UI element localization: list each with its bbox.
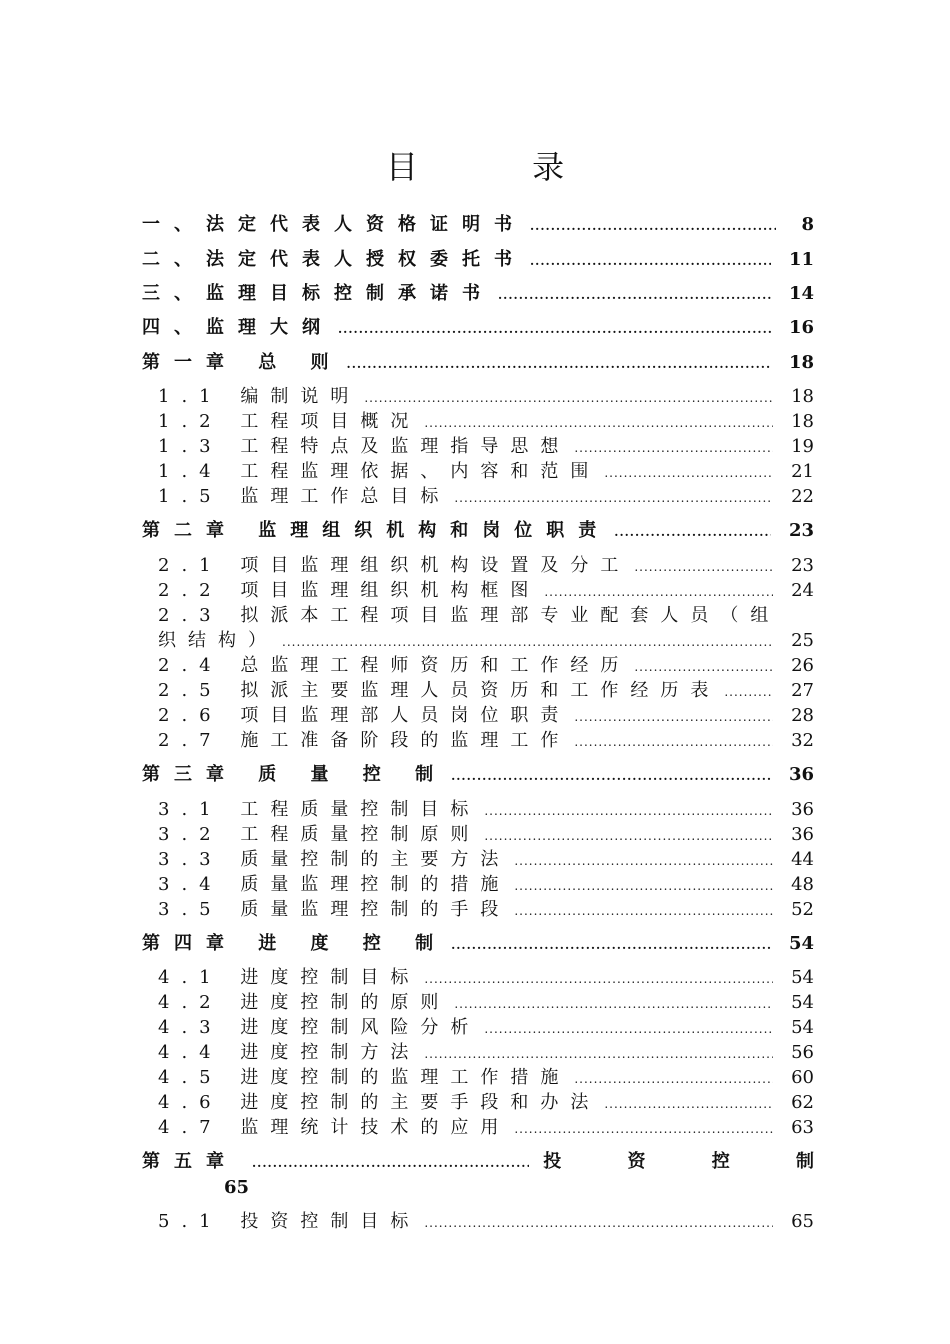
- toc-section: 4.4 进度控制方法 ..... 56: [158, 1041, 814, 1066]
- toc-section-wrapped: 2.3 拟派本工程项目监理部专业配套人员（组: [158, 605, 781, 626]
- leader-dots: [604, 461, 773, 485]
- toc-section: 1.4 工程监理依据、内容和范围 ..... 21: [158, 460, 814, 485]
- leader-dots: [498, 283, 771, 307]
- toc-section: 1.3 工程特点及监理指导思想 ..... 19: [158, 435, 814, 460]
- toc-section: 1.5 监理工作总目标 ..... 22: [158, 485, 814, 510]
- toc-entry: 三、监理目标控制承诺书 ..... 14: [142, 282, 814, 307]
- toc-section: 3.2 工程质量控制原则 ..... 36: [158, 823, 814, 848]
- leader-dots: [451, 764, 771, 788]
- toc-section: 3.3 质量控制的主要方法 ..... 44: [158, 848, 814, 873]
- toc-chapter: 第四章 进 度 控 制 ..... 54: [142, 932, 814, 957]
- leader-dots: [574, 1067, 773, 1091]
- page-title: 目 录: [385, 148, 617, 186]
- leader-dots: [424, 967, 773, 991]
- leader-dots: [484, 799, 773, 823]
- toc-chapter: 第二章 监理组织机构和岗位职责 ..... 23: [142, 519, 814, 544]
- leader-dots: [544, 580, 773, 604]
- toc-section: 2.7 施工准备阶段的监理工作 ..... 32: [158, 729, 814, 754]
- leader-dots: [338, 317, 771, 341]
- toc-section: 2.4 总监理工程师资历和工作经历 ..... 26: [158, 654, 814, 679]
- toc-section: 3.4 质量监理控制的措施 ..... 48: [158, 873, 814, 898]
- toc-section: 2.6 项目监理部人员岗位职责 ..... 28: [158, 704, 814, 729]
- toc-section: 4.7 监理统计技术的应用 ..... 63: [158, 1116, 814, 1141]
- toc-entry: 一、法定代表人资格证明书 ..... 8: [142, 213, 814, 238]
- toc-entry: 四、监理大纲 ..... 16: [142, 316, 814, 341]
- toc-section: 5.1 投资控制目标 ..... 65: [158, 1210, 814, 1235]
- leader-dots: [282, 630, 773, 654]
- leader-dots: [634, 555, 773, 579]
- toc-section: 3.1 工程质量控制目标 ..... 36: [158, 798, 814, 823]
- leader-dots: [514, 849, 773, 873]
- toc-section: 4.5 进度控制的监理工作措施 ..... 60: [158, 1066, 814, 1091]
- leader-dots: [724, 680, 773, 704]
- leader-dots: [614, 520, 771, 544]
- leader-dots: [514, 1117, 773, 1141]
- leader-dots: [252, 1151, 529, 1175]
- leader-dots: [574, 436, 773, 460]
- leader-dots: [364, 386, 773, 410]
- toc-section: 2.5 拟派主要监理人员资历和工作经历表 ..... 27: [158, 679, 814, 704]
- leader-dots: [484, 1017, 773, 1041]
- leader-dots: [574, 705, 773, 729]
- leader-dots: [454, 486, 773, 510]
- toc-section: 4.1 进度控制目标 ..... 54: [158, 966, 814, 991]
- leader-dots: [574, 730, 773, 754]
- leader-dots: [604, 1092, 773, 1116]
- toc-chapter: 第三章 质 量 控 制 ..... 36: [142, 763, 814, 788]
- leader-dots: [347, 352, 771, 376]
- toc-section: 2.1 项目监理组织机构设置及分工 ..... 23: [158, 554, 814, 579]
- toc-section: 织结构） ..... 25: [158, 629, 814, 654]
- leader-dots: [484, 824, 773, 848]
- toc-entry: 二、法定代表人授权委托书 ..... 11: [142, 248, 814, 273]
- leader-dots: [424, 411, 773, 435]
- leader-dots: [514, 874, 773, 898]
- leader-dots: [424, 1042, 773, 1066]
- toc-section: 4.3 进度控制风险分析 ..... 54: [158, 1016, 814, 1041]
- toc-chapter: 第五章 ..... 投 资 控 制: [142, 1150, 814, 1175]
- toc-section: 4.6 进度控制的主要手段和办法 ..... 62: [158, 1091, 814, 1116]
- toc-section: 1.2 工程项目概况 ..... 18: [158, 410, 814, 435]
- leader-dots: [530, 249, 771, 273]
- leader-dots: [424, 1211, 773, 1235]
- toc-section: 2.2 项目监理组织机构框图 ..... 24: [158, 579, 814, 604]
- toc-chapter: 第一章 总 则 ..... 18: [142, 351, 814, 376]
- toc-section: 3.5 质量监理控制的手段 ..... 52: [158, 898, 814, 923]
- leader-dots: [454, 992, 773, 1016]
- leader-dots: [514, 899, 773, 923]
- leader-dots: [451, 933, 771, 957]
- leader-dots: [634, 655, 773, 679]
- leader-dots: [530, 214, 776, 238]
- toc-section: 1.1 编制说明 ..... 18: [158, 385, 814, 410]
- toc-page-number: 65: [224, 1177, 250, 1198]
- toc-section: 4.2 进度控制的原则 ..... 54: [158, 991, 814, 1016]
